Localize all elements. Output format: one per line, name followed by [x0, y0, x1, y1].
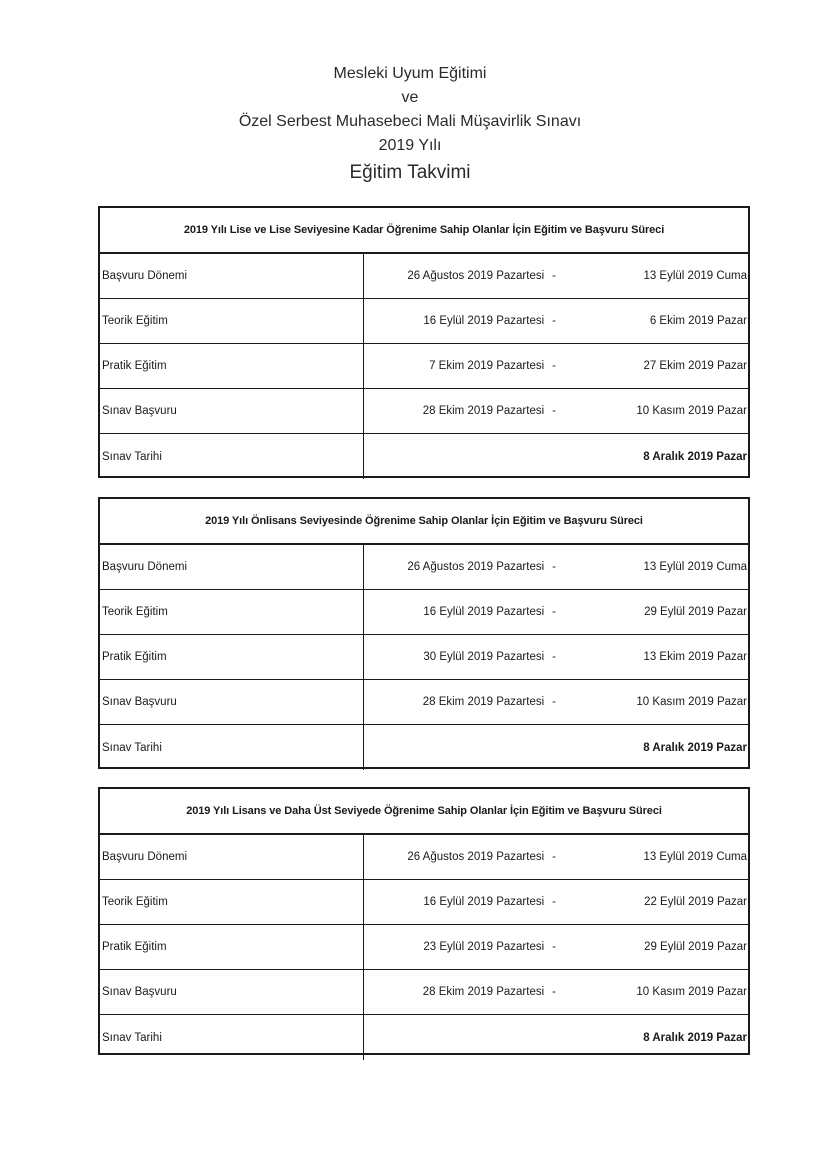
row-start-date: 16 Eylül 2019 Pazartesi -	[423, 315, 556, 327]
row-label: Sınav Tarihi	[100, 434, 364, 479]
row-end-date: 13 Eylül 2019 Cuma	[643, 270, 747, 282]
table-row	[100, 970, 748, 1015]
row-label: Sınav Başvuru	[100, 680, 364, 724]
header-line-5: Eğitim Takvimi	[349, 162, 471, 183]
row-dash: -	[552, 851, 556, 863]
row-start-date: 28 Ekim 2019 Pazartesi -	[422, 696, 556, 708]
row-start-date: 23 Eylül 2019 Pazartesi -	[423, 941, 556, 953]
table-row	[100, 254, 748, 299]
table-row	[100, 725, 748, 770]
table-title: 2019 Yılı Lise ve Lise Seviyesine Kadar Öğrenime Sahip Olanlar İçin Eğitim ve Başvuru Süreci	[100, 208, 748, 254]
row-label: Teorik Eğitim	[100, 880, 364, 924]
row-start-date	[364, 725, 564, 770]
row-label: Sınav Tarihi	[100, 725, 364, 770]
row-start-date: 28 Ekim 2019 Pazartesi -	[422, 405, 556, 417]
row-end-date: 13 Eylül 2019 Cuma	[643, 561, 747, 573]
table-row	[100, 635, 748, 680]
table-row	[100, 545, 748, 590]
row-end-date: 13 Eylül 2019 Cuma	[643, 851, 747, 863]
header-line-2: ve	[401, 89, 419, 106]
table-row	[100, 434, 748, 479]
row-dash: -	[552, 360, 556, 372]
row-label: Sınav Tarihi	[100, 1015, 364, 1060]
table-row	[100, 1015, 748, 1060]
row-label: Pratik Eğitim	[100, 635, 364, 679]
table-row	[100, 925, 748, 970]
row-dash: -	[552, 405, 556, 417]
row-label: Sınav Başvuru	[100, 970, 364, 1014]
row-start-date: 30 Eylül 2019 Pazartesi -	[423, 651, 556, 663]
row-start-date: 26 Ağustos 2019 Pazartesi -	[407, 561, 556, 573]
table-title: 2019 Yılı Lisans ve Daha Üst Seviyede Öğrenime Sahip Olanlar İçin Eğitim ve Başvuru Süreci	[100, 789, 748, 835]
table-row	[100, 880, 748, 925]
row-start-date: 7 Ekim 2019 Pazartesi -	[429, 360, 556, 372]
exam-date: 8 Aralık 2019 Pazar	[643, 741, 747, 754]
header-line-4: 2019 Yılı	[378, 137, 442, 154]
table-row	[100, 835, 748, 880]
exam-date: 8 Aralık 2019 Pazar	[643, 1031, 747, 1044]
row-start-date: 16 Eylül 2019 Pazartesi -	[423, 606, 556, 618]
row-end-date: 10 Kasım 2019 Pazar	[636, 986, 747, 998]
header-line-1: Mesleki Uyum Eğitimi	[333, 65, 487, 82]
row-label: Başvuru Dönemi	[100, 835, 364, 879]
document-header	[0, 62, 820, 188]
row-end-date: 22 Eylül 2019 Pazar	[644, 896, 747, 908]
schedule-table-lise	[98, 206, 750, 478]
row-end-date: 10 Kasım 2019 Pazar	[636, 405, 747, 417]
row-dash: -	[552, 270, 556, 282]
schedule-table-onlisans	[98, 497, 750, 769]
table-row	[100, 680, 748, 725]
row-label: Başvuru Dönemi	[100, 545, 364, 589]
row-start-date	[364, 434, 564, 479]
row-label: Başvuru Dönemi	[100, 254, 364, 298]
row-label: Sınav Başvuru	[100, 389, 364, 433]
row-end-date: 13 Ekim 2019 Pazar	[643, 651, 747, 663]
row-dash: -	[552, 696, 556, 708]
row-end-date: 29 Eylül 2019 Pazar	[644, 606, 747, 618]
table-row	[100, 299, 748, 344]
row-label: Teorik Eğitim	[100, 590, 364, 634]
row-label: Pratik Eğitim	[100, 925, 364, 969]
header-line-3: Özel Serbest Muhasebeci Mali Müşavirlik Sınavı	[238, 113, 582, 130]
table-title: 2019 Yılı Önlisans Seviyesinde Öğrenime Sahip Olanlar İçin Eğitim ve Başvuru Süreci	[100, 499, 748, 545]
table-row	[100, 590, 748, 635]
row-label: Teorik Eğitim	[100, 299, 364, 343]
row-dash: -	[552, 561, 556, 573]
exam-date: 8 Aralık 2019 Pazar	[643, 450, 747, 463]
row-start-date: 28 Ekim 2019 Pazartesi -	[422, 986, 556, 998]
row-label: Pratik Eğitim	[100, 344, 364, 388]
row-start-date: 26 Ağustos 2019 Pazartesi -	[407, 851, 556, 863]
row-start-date	[364, 1015, 564, 1060]
row-dash: -	[552, 941, 556, 953]
row-dash: -	[552, 606, 556, 618]
row-dash: -	[552, 315, 556, 327]
row-dash: -	[552, 651, 556, 663]
row-start-date: 26 Ağustos 2019 Pazartesi -	[407, 270, 556, 282]
row-end-date: 6 Ekim 2019 Pazar	[649, 315, 747, 327]
row-start-date: 16 Eylül 2019 Pazartesi -	[423, 896, 556, 908]
table-row	[100, 389, 748, 434]
row-dash: -	[552, 986, 556, 998]
row-dash: -	[552, 896, 556, 908]
row-end-date: 27 Ekim 2019 Pazar	[643, 360, 747, 372]
table-row	[100, 344, 748, 389]
row-end-date: 29 Eylül 2019 Pazar	[644, 941, 747, 953]
row-end-date: 10 Kasım 2019 Pazar	[636, 696, 747, 708]
schedule-table-lisans	[98, 787, 750, 1055]
